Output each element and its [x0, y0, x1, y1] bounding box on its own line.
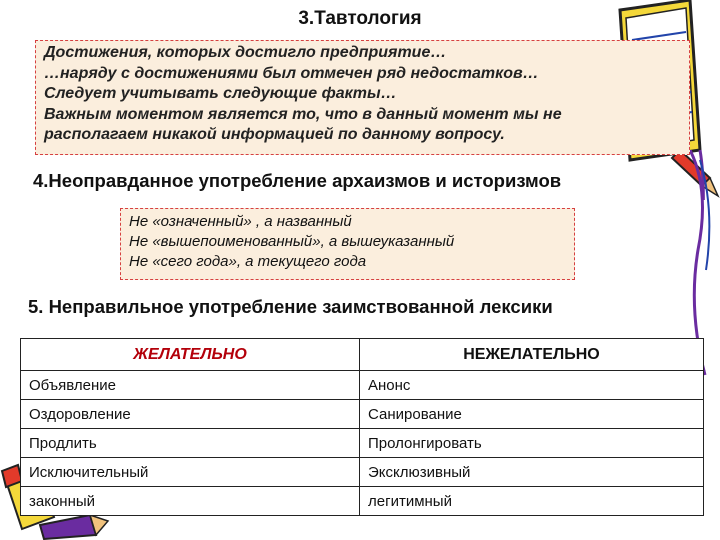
table-row [21, 458, 704, 487]
undesired-word: Санирование [360, 400, 704, 429]
lexicon-table [20, 338, 704, 516]
header-desired: ЖЕЛАТЕЛЬНО [21, 339, 360, 371]
desired-word: Оздоровление [21, 400, 360, 429]
table-row [21, 487, 704, 516]
tautology-line: Важным моментом является то, что в данный момент мы не [44, 105, 562, 123]
tautology-line: Следует учитывать следующие факты… [44, 85, 397, 102]
desired-word: Объявление [21, 371, 360, 400]
undesired-word: Пролонгировать [360, 429, 704, 458]
section-3-title: 3.Тавтология [298, 8, 422, 29]
section-4-title: 4.Неоправданное употребление архаизмов и историзмов [33, 170, 562, 191]
tautology-line: располагаем никакой информацией по данному вопросу. [44, 126, 505, 143]
table-header-row [21, 339, 704, 371]
table-row [21, 429, 704, 458]
undesired-word: Анонс [360, 371, 704, 400]
archaism-line: Не «сего года», а текущего года [129, 253, 367, 270]
desired-word: Продлить [21, 429, 360, 458]
archaism-line: Не «означенный» , а названный [129, 213, 352, 230]
table-row [21, 400, 704, 429]
tautology-line: …наряду с достижениями был отмечен ряд недостатков… [44, 64, 539, 82]
tautology-examples-box [35, 40, 690, 155]
header-undesired: НЕЖЕЛАТЕЛЬНО [360, 339, 704, 371]
undesired-word: Эксклюзивный [360, 458, 704, 487]
undesired-word: легитимный [360, 487, 704, 516]
desired-word: Исключительный [21, 458, 360, 487]
tautology-line: Достижения, которых достигло предприятие… [44, 44, 447, 61]
desired-word: законный [21, 487, 360, 516]
archaism-line: Не «вышепоименованный», а вышеуказанный [129, 233, 455, 250]
section-5-title: 5. Неправильное употребление заимствованной лексики [28, 296, 553, 317]
table-row [21, 371, 704, 400]
archaisms-examples-box [120, 208, 575, 280]
